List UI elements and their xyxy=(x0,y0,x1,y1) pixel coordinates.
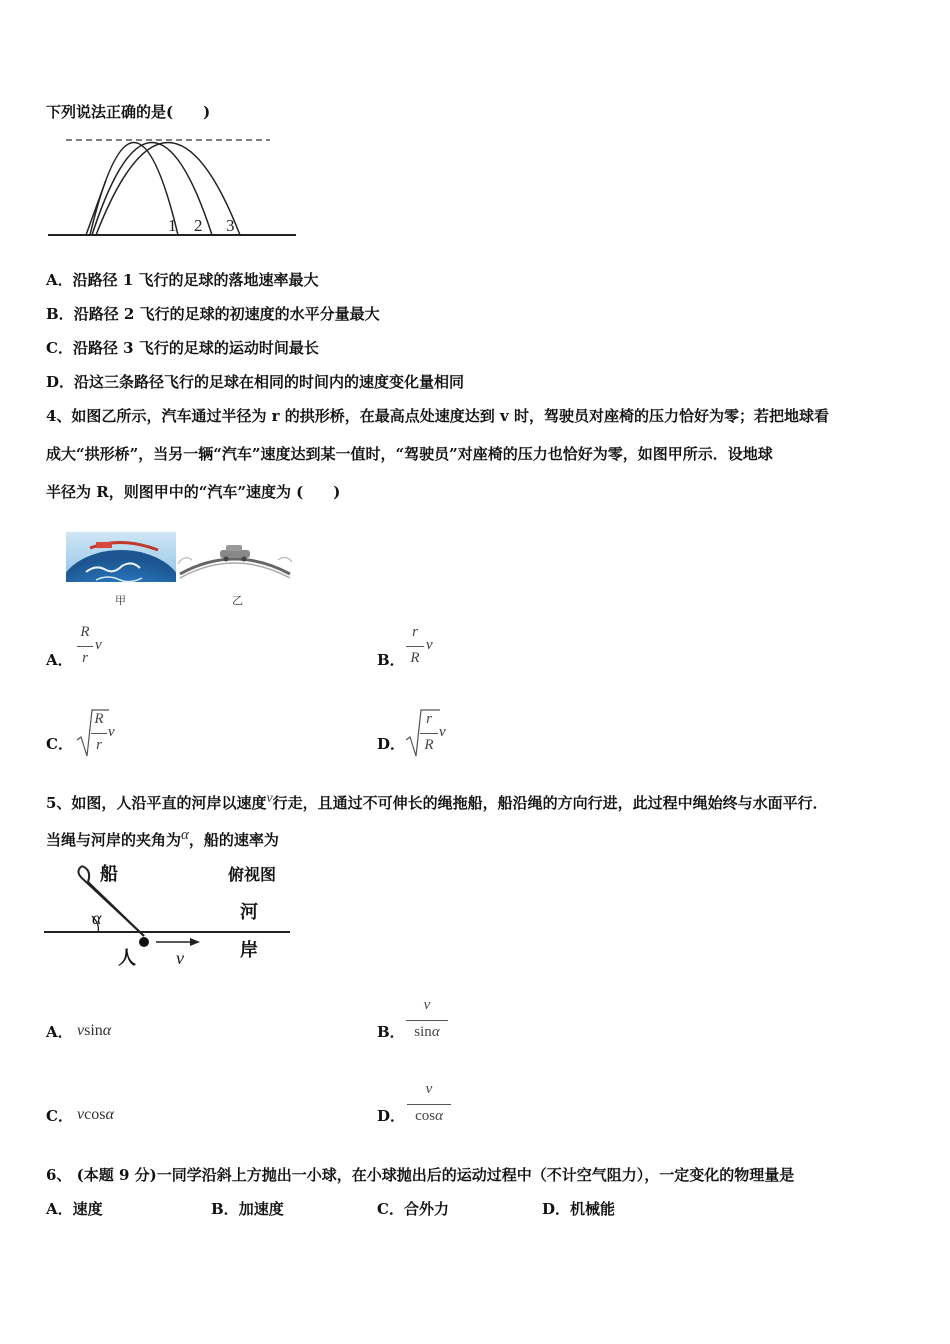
label-velocity: v xyxy=(176,948,184,968)
fraction-bar xyxy=(420,733,438,734)
fraction-bar xyxy=(406,646,424,647)
q3-option-a: A．沿路径 1 飞行的足球的落地速率最大 xyxy=(46,271,319,289)
q6-option-b: B．加速度 xyxy=(211,1200,284,1218)
label-person: 人 xyxy=(118,948,136,969)
q4-option-b-letter: B． xyxy=(377,651,405,669)
q6-option-a: A．速度 xyxy=(46,1200,103,1218)
q4-option-d-letter: D． xyxy=(377,735,406,753)
fig-label-yi: 乙 xyxy=(232,594,243,607)
numerator: r xyxy=(426,711,432,727)
q4-option-a-v: v xyxy=(95,637,102,653)
label-top-view: 俯视图 xyxy=(228,865,277,884)
label-bank: 岸 xyxy=(240,940,258,961)
q5-option-c-expr: vcosα xyxy=(77,1106,114,1123)
q4-option-c-fraction xyxy=(91,711,107,757)
q6-option-c: C．合外力 xyxy=(377,1200,449,1218)
boat-rope-figure xyxy=(44,858,294,970)
numerator: R xyxy=(80,624,90,640)
q3-option-c: C．沿路径 3 飞行的足球的运动时间最长 xyxy=(46,339,319,357)
q5-angle-symbol: α xyxy=(181,827,189,843)
numerator: r xyxy=(412,624,418,640)
trajectory-figure xyxy=(44,130,304,240)
bridge-figure xyxy=(178,540,292,580)
fraction-bar xyxy=(91,733,107,734)
fig-label-jia: 甲 xyxy=(115,594,126,607)
path-label-3: 3 xyxy=(226,216,235,235)
q4-stem-line2: 成大“拱形桥”，当另一辆“汽车”速度达到某一值时，“驾驶员”对座椅的压力也恰好为零，如图甲所示．设地球 xyxy=(46,445,773,463)
denominator: r xyxy=(96,737,102,753)
q5-option-a-expr: vsinα xyxy=(77,1022,112,1039)
q4-option-d-v: v xyxy=(439,724,446,740)
numerator: v xyxy=(425,1081,433,1097)
fraction-bar xyxy=(407,1104,451,1105)
q3-option-d: D．沿这三条路径飞行的足球在相同的时间内的速度变化量相同 xyxy=(46,373,465,391)
q5-option-b-letter: B． xyxy=(377,1023,405,1041)
q4-option-d-fraction xyxy=(420,711,438,757)
denominator: R xyxy=(424,737,434,753)
q4-option-b-fraction xyxy=(406,624,424,670)
earth-figure xyxy=(66,532,176,582)
q3-option-b: B．沿路径 2 飞行的足球的初速度的水平分量最大 xyxy=(46,305,380,323)
q4-option-a-letter: A． xyxy=(46,651,73,669)
q5-velocity-symbol: v xyxy=(266,791,273,806)
q5-option-c-letter: C． xyxy=(46,1107,73,1125)
q4-option-c-letter: C． xyxy=(46,735,73,753)
numerator: v xyxy=(423,997,431,1013)
q5-option-d-letter: D． xyxy=(377,1107,406,1125)
path-label-1: 1 xyxy=(168,216,177,235)
label-angle: α xyxy=(92,908,102,928)
denominator: R xyxy=(410,650,420,666)
label-river: 河 xyxy=(240,902,258,923)
fraction-bar xyxy=(77,646,93,647)
q5-option-d-fraction xyxy=(407,1081,451,1131)
q4-option-b-v: v xyxy=(426,637,433,653)
q4-stem-line1: 4、如图乙所示，汽车通过半径为 r 的拱形桥，在最高点处速度达到 v 时，驾驶员对座椅的压力恰好为零；若把地球看 xyxy=(46,407,829,425)
q5-stem-line2: 当绳与河岸的夹角为α，船的速率为 xyxy=(46,827,279,849)
q4-stem-line3: 半径为 R，则图甲中的“汽车”速度为 ( ) xyxy=(46,483,341,501)
q6-stem: 6、 (本题 9 分)一同学沿斜上方抛出一小球，在小球抛出后的运动过程中（不计空气阻力），一定变化的物理量是 xyxy=(46,1166,795,1184)
q5-option-b-fraction xyxy=(406,997,448,1047)
q3-stem: 下列说法正确的是( ) xyxy=(46,103,211,121)
fraction-bar xyxy=(406,1020,448,1021)
path-label-2: 2 xyxy=(194,216,203,235)
q4-option-c-v: v xyxy=(108,724,115,740)
denominator: r xyxy=(82,650,88,666)
q5-stem-line1: 5、如图，人沿平直的河岸以速度v行走，且通过不可伸长的绳拖船，船沿绳的方向行进，此过程中绳始终与水面平行． xyxy=(46,791,828,812)
denominator: cosα xyxy=(415,1108,443,1124)
denominator: sinα xyxy=(414,1024,440,1040)
label-boat: 船 xyxy=(100,864,118,885)
q6-option-d: D．机械能 xyxy=(542,1200,616,1218)
q4-option-a-fraction xyxy=(77,624,93,670)
numerator: R xyxy=(94,711,104,727)
q5-option-a-letter: A． xyxy=(46,1023,73,1041)
